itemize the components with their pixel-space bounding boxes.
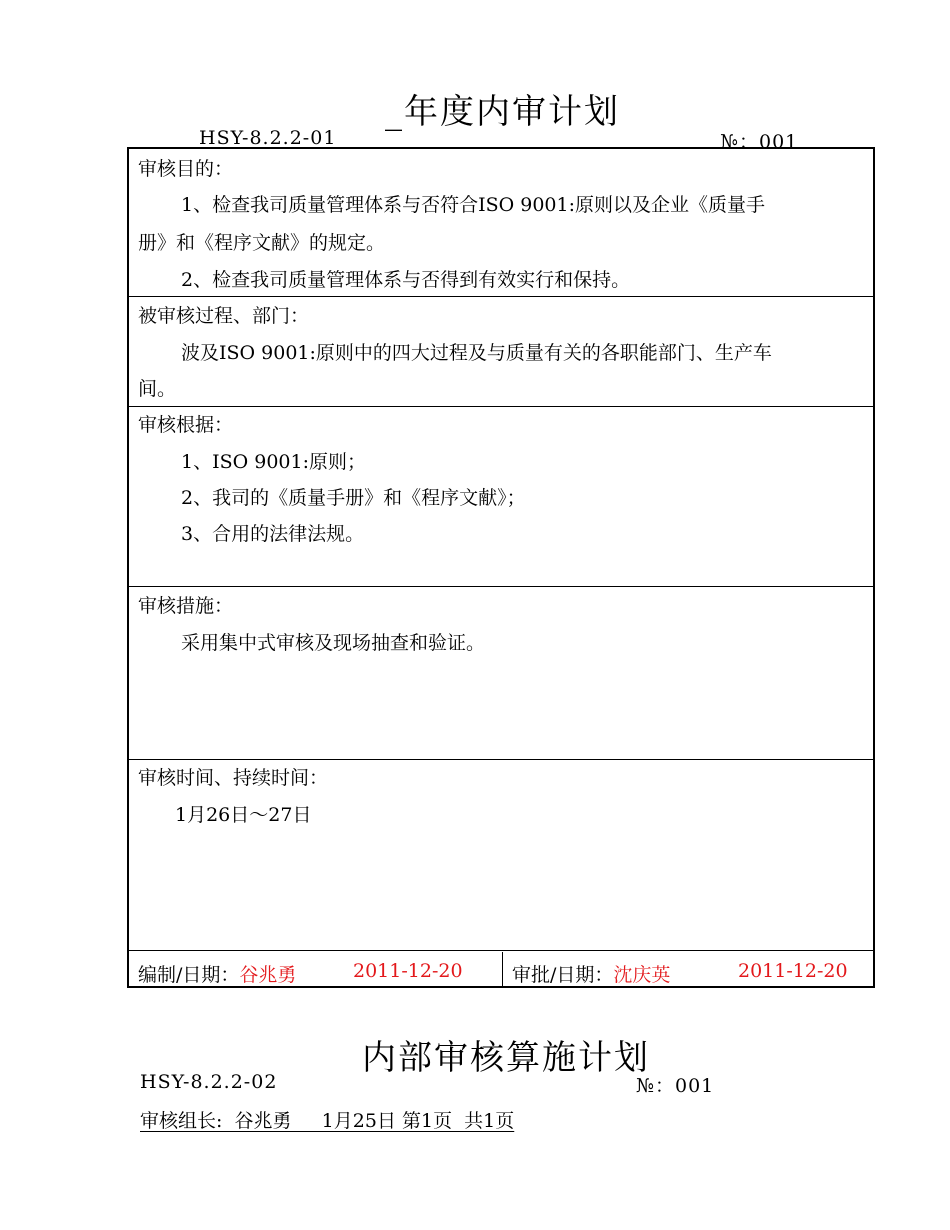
basis-item-2: 2、我司的《质量手册》和《程序文献》；	[181, 487, 526, 509]
prepared-label: 编制/日期：	[138, 964, 240, 986]
basis-item-1: 1、ISO 9001:原则；	[181, 451, 366, 473]
row-divider	[129, 759, 873, 760]
row-divider	[129, 950, 873, 951]
column-divider	[502, 952, 503, 986]
prepared-by	[138, 960, 296, 987]
basis-label: 审核根据：	[138, 414, 234, 436]
purpose-item-1-line-1: 1、检查我司质量管理体系与否符合ISO 9001:原则以及企业《质量手	[181, 194, 765, 216]
approved-by	[512, 960, 670, 987]
purpose-label: 审核目的：	[138, 158, 234, 180]
approved-name: 沈庆英	[613, 964, 671, 986]
row-divider	[129, 296, 873, 297]
row-divider	[129, 406, 873, 407]
method-text: 采用集中式审核及现场抽查和验证。	[181, 632, 486, 654]
plan2-doc-number: №：001	[636, 1075, 715, 1097]
purpose-item-2: 2、检查我司质量管理体系与否得到有效实行和保持。	[181, 269, 631, 291]
basis-item-3: 3、合用的法律法规。	[181, 523, 365, 545]
plan2-doc-code: HSY-8.2.2-02	[140, 1071, 278, 1093]
row-divider	[129, 586, 873, 587]
plan1-title: _年度内审计划	[385, 92, 620, 132]
audit-leader-line: 审核组长: 谷兆勇 1月25日 第1页 共1页	[140, 1110, 515, 1132]
audit-plan-table	[127, 147, 875, 988]
scope-label: 被审核过程、部门：	[138, 305, 310, 327]
scope-line-2: 间。	[138, 378, 177, 400]
approved-date: 2011-12-20	[738, 960, 848, 982]
plan1-doc-number: №：001	[720, 131, 799, 153]
time-label: 审核时间、持续时间：	[138, 767, 329, 789]
prepared-date: 2011-12-20	[353, 960, 463, 982]
method-label: 审核措施：	[138, 595, 234, 617]
time-text: 1月26日～27日	[175, 804, 312, 826]
scope-line-1: 波及ISO 9001:原则中的四大过程及与质量有关的各职能部门、生产车	[181, 342, 772, 364]
plan2-title: 内部审核算施计划	[362, 1038, 650, 1078]
approved-label: 审批/日期：	[512, 964, 614, 986]
purpose-item-1-line-2: 册》和《程序文献》的规定。	[138, 232, 386, 254]
prepared-name: 谷兆勇	[239, 964, 297, 986]
plan1-doc-code: HSY-8.2.2-01	[199, 127, 337, 149]
